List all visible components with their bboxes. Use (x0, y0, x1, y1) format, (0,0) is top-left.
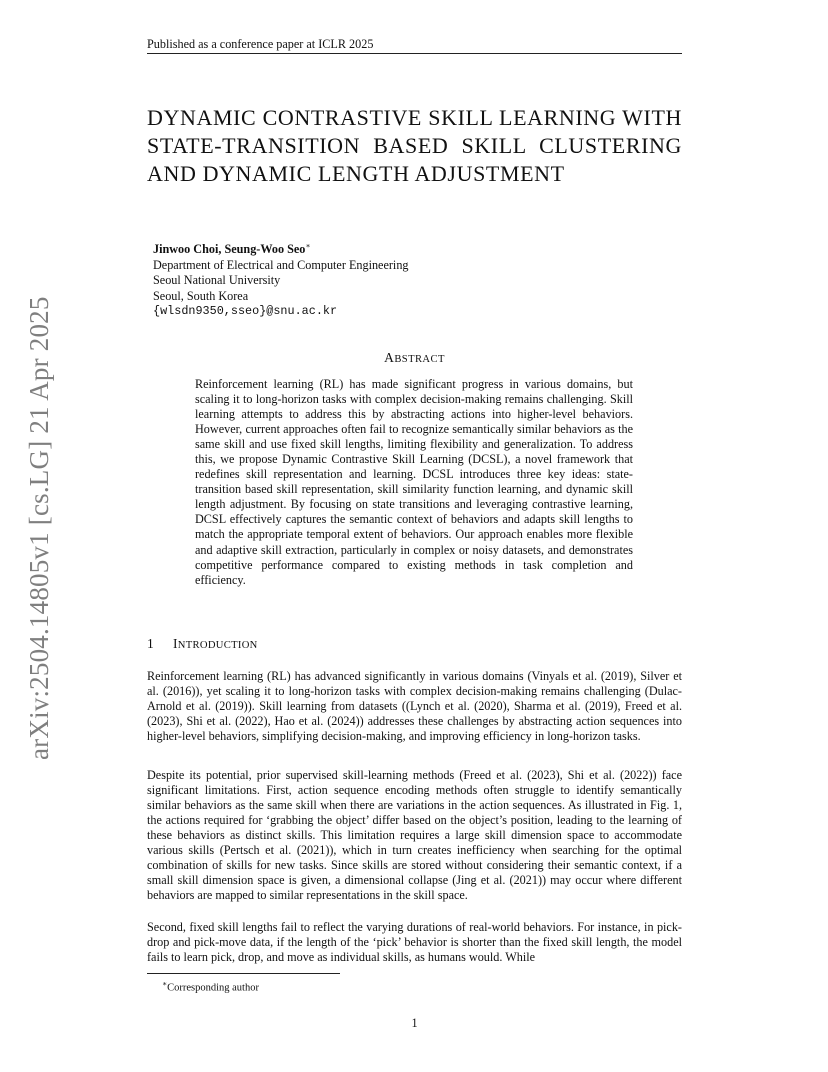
footnote (162, 977, 259, 995)
section-heading-initial: I (173, 636, 178, 651)
footnote-text: Corresponding author (167, 982, 259, 994)
running-header: Published as a conference paper at ICLR 2025 (147, 37, 374, 51)
author-email[interactable]: {wlsdn9350,sseo}@snu.ac.kr (153, 304, 338, 319)
section-heading-introduction (147, 636, 682, 652)
page-number: 1 (411, 1016, 418, 1030)
intro-paragraph-1: Reinforcement learning (RL) has advanced significantly in various domains (Vinyals et al. (2019), Silver et al. (2016)), yet scaling it to long-horizon tasks with complex decision-making remains challenging (Dulac-Arnold et al. (2019)). Skill learning from datasets ((Lynch et al. (2020), Sharma et al. (2019), Freed et al. (2023), Shi et al. (2022), Hao et al. (2024)) addresses these challenges by abstracting action sequences into higher-level behaviors, simplifying decision-making, and improving efficiency in long-horizon tasks. (147, 669, 682, 744)
footnote-mark: ∗ (162, 979, 168, 988)
author-location: Seoul, South Korea (153, 288, 249, 303)
author-block (153, 238, 553, 320)
corresponding-mark: ∗ (305, 241, 311, 250)
author-names-line (153, 238, 553, 258)
author-department: Department of Electrical and Computer Engineering (153, 257, 409, 272)
footnote-rule (147, 973, 340, 974)
abstract-heading-initial: A (384, 350, 395, 365)
intro-paragraph-3: Second, fixed skill lengths fail to reflect the varying durations of real-world behaviors. For instance, in pick-drop and pick-move data, if the length of the ‘pick’ behavior is shorter than the fixed skill length, the model fails to learn pick, drop, and move as individual skills, as humans would. While (147, 920, 682, 965)
abstract-heading-rest: BSTRACT (394, 354, 445, 365)
author-names: Jinwoo Choi, Seung-Woo Seo (153, 242, 306, 257)
section-number: 1 (147, 636, 155, 651)
paper-title: DYNAMIC CONTRASTIVE SKILL LEARNING WITH STATE-TRANSITION BASED SKILL CLUSTERING AND DYNAMIC LENGTH ADJUSTMENT (147, 105, 682, 186)
intro-paragraph-2: Despite its potential, prior supervised skill-learning methods (Freed et al. (2023), Shi et al. (2022)) face significant limitations. First, action sequence encoding methods often struggle to identify semantically similar behaviors as the same skill when there are variations in the action sequences. As illustrated in Fig. 1, the actions required for ‘grabbing the object’ differ based on the object’s position, leading to the learning of these behaviors as distinct skills. This limitation requires a large skill dimension space to accommodate various skills (Pertsch et al. (2021)), which in turn creates inefficiency when searching for the optimal combination of skills for new tasks. Since skills are stored without considering their semantic context, if a small skill dimension space is given, a dimensional collapse (Jing et al. (2021)) may occur where different behaviors are mapped to similar representations in the skill space. (147, 768, 682, 903)
header-rule (147, 53, 682, 54)
abstract-text: Reinforcement learning (RL) has made significant progress in various domains, but scaling it to long-horizon tasks with complex decision-making remains challenging. Skill learning attempts to address this by abstracting actions into higher-level behaviors. However, current approaches often fail to recognize semantically similar behaviors as the same skill and use fixed skill lengths, limiting flexibility and generalization. To address this, we propose Dynamic Contrastive Skill Learning (DCSL), a novel framework that redefines skill representation and learning. DCSL introduces three key ideas: state-transition based skill representation, skill similarity function learning, and dynamic skill length adjustment. By focusing on state transitions and leveraging contrastive learning, DCSL effectively captures the semantic context of behaviors and adapts skill lengths to match the appropriate temporal extent of behaviors. Our approach enables more flexible and adaptive skill extraction, particularly in complex or noisy datasets, and demonstrates competitive performance compared to existing methods in task completion and efficiency. (195, 377, 633, 587)
section-heading-rest: NTRODUCTION (177, 640, 258, 651)
abstract-heading (147, 350, 682, 366)
arxiv-side-stamp: arXiv:2504.14805v1 [cs.LG] 21 Apr 2025 (24, 296, 54, 760)
author-university: Seoul National University (153, 273, 281, 288)
